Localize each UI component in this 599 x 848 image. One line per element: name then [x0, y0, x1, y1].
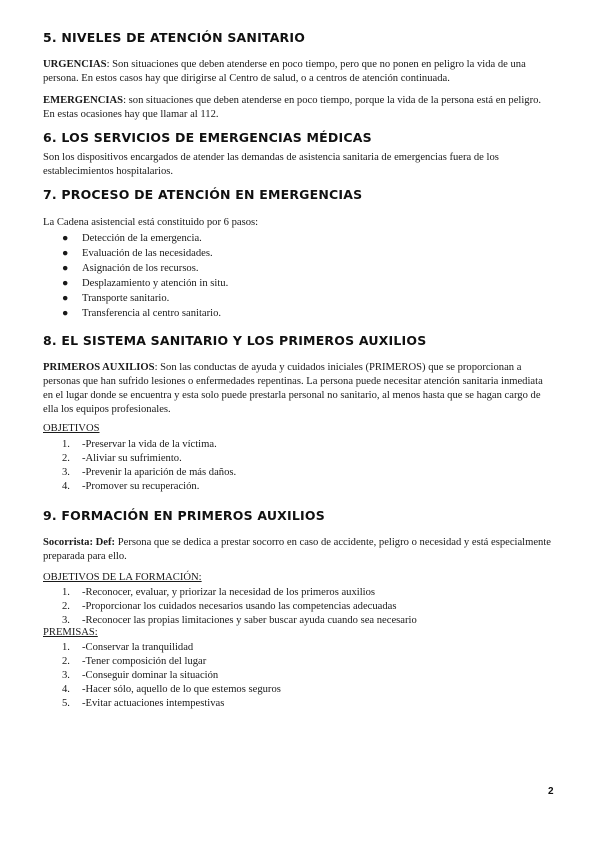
section-8-heading: 8. EL SISTEMA SANITARIO Y LOS PRIMEROS AUXILIOS: [43, 333, 427, 348]
bullet-icon: ●: [62, 308, 69, 319]
urgencias-paragraph: [43, 58, 553, 86]
objetivos-title: OBJETIVOS: [43, 423, 100, 434]
urgencias-label: URGENCIAS: [43, 59, 107, 70]
section-6-text: Son los dispositivos encargados de atender las demandas de asistencia sanitaria de emergencias fuera de los establecimientos hospitalarios.: [43, 152, 499, 177]
bullet-icon: ●: [62, 248, 69, 259]
bullet-icon: ●: [62, 263, 69, 274]
bullet-icon: ●: [62, 278, 69, 289]
emergencias-text: : son situaciones que deben atenderse en poco tiempo, porque la vida de la persona está en peligro. En estas ocasiones hay que llamar al 112.: [43, 95, 542, 120]
primeros-auxilios-text: : Son las conductas de ayuda y cuidados iniciales (PRIMEROS) que se proporcionan a personas que han sufrido lesiones o enfermedades repentinas. La persona puede necesitar atención sanitaria inmediata en el lugar donde se encuentra y esta solo puede prestarla personal no sanitario, al menos hasta que se hagan cargo de ella los equipos profesionales.: [43, 362, 543, 415]
socorrista-text: Persona que se dedica a prestar socorro en caso de accidente, peligro o necesidad y está especialmente preparada para ello.: [43, 537, 551, 562]
bullet-icon: ●: [62, 233, 69, 244]
socorrista-label: Socorrista: Def:: [43, 537, 116, 548]
page-number: 2: [548, 786, 554, 797]
section-7-heading: 7. PROCESO DE ATENCIÓN EN EMERGENCIAS: [43, 187, 363, 202]
section-9-heading: 9. FORMACIÓN EN PRIMEROS AUXILIOS: [43, 508, 325, 523]
bullet-icon: ●: [62, 293, 69, 304]
document-page: 5. NIVELES DE ATENCIÓN SANITARIO URGENCIAS: Son situaciones que deben atenderse en poco tiempo, pero que no ponen en peligro la vida de una persona. En estos casos hay que dirigirse al Centro de salud, o a centros de atención continuada. EMERGENCIAS: son situaciones que deben atenderse en poco tiempo, porque la vida de la persona está en peligro. En estas ocasiones hay que llamar al 112. 6. LOS SERVICIOS DE EMERGENCIAS MÉDICAS Son los dispositivos encargados de atender las demandas de asistencia sanitaria de emergencias fuera de los establecimientos hospitalarios. 7. PROCESO DE ATENCIÓN EN EMERGENCIAS La Cadena asistencial está constituido por 6 pasos: ● Detección de la emergencia. ● Evaluación de las necesidades. ● Asignación de los recursos. ● Desplazamiento y atención in situ. ● Transporte sanitario. ● Transferencia al centro sanitario. 8. EL SISTEMA SANITARIO Y LOS PRIMEROS AUXILIOS PRIMEROS AUXILIOS: Son las conductas de ayuda y cuidados iniciales (PRIMEROS) que se proporcionan a personas que han sufrido lesiones o enfermedades repentinas. La persona puede necesitar atención sanitaria inmediata en el lugar donde se encuentra y esta solo puede prestarla personal no sanitario, al menos hasta que se hagan cargo de ella los equipos profesionales. OBJETIVOS 1. -Preservar la vida de la víctima. 2. -Aliviar su sufrimiento. 3. -Prevenir la aparición de más daños. 4. -Promover su recuperación. 9. FORMACIÓN EN PRIMEROS AUXILIOS Socorrista: Def: Persona que se dedica a prestar socorro en caso de accidente, peligro o necesidad y está especialmente preparada para ello. OBJETIVOS DE LA FORMACIÓN: 1. -Reconocer, evaluar, y priorizar la necesidad de los primeros auxilios 2. -Proporcionar los cuidados necesarios usando las competencias adecuadas 3. -Reconocer las propias limitaciones y saber buscar ayuda cuando sea necesario PREMISAS: 1. -Conservar la tranquilidad 2. -Tener composición del lugar 3. -Conseguir dominar la situación 4. -Hacer sólo, aquello de lo que estemos seguros 5. -Evitar actuaciones intempestivas 2: [43, 30, 554, 797]
primeros-auxilios-paragraph: [43, 361, 553, 417]
premisas-title: PREMISAS:: [43, 627, 98, 638]
objetivos-formacion-title: OBJETIVOS DE LA FORMACIÓN:: [43, 572, 202, 583]
urgencias-text: : Son situaciones que deben atenderse en poco tiempo, pero que no ponen en peligro la vida de una persona. En estos casos hay que dirigirse al Centro de salud, o a centros de atención continuada.: [43, 59, 526, 84]
socorrista-paragraph: [43, 536, 553, 564]
emergencias-paragraph: [43, 94, 553, 122]
section-6-heading: 6. LOS SERVICIOS DE EMERGENCIAS MÉDICAS: [43, 130, 372, 145]
primeros-auxilios-label: PRIMEROS AUXILIOS: [43, 362, 155, 373]
section-5-heading: 5. NIVELES DE ATENCIÓN SANITARIO: [43, 30, 306, 45]
emergencias-label: EMERGENCIAS: [43, 95, 124, 106]
section-7-intro: La Cadena asistencial está constituido por 6 pasos:: [43, 217, 259, 228]
